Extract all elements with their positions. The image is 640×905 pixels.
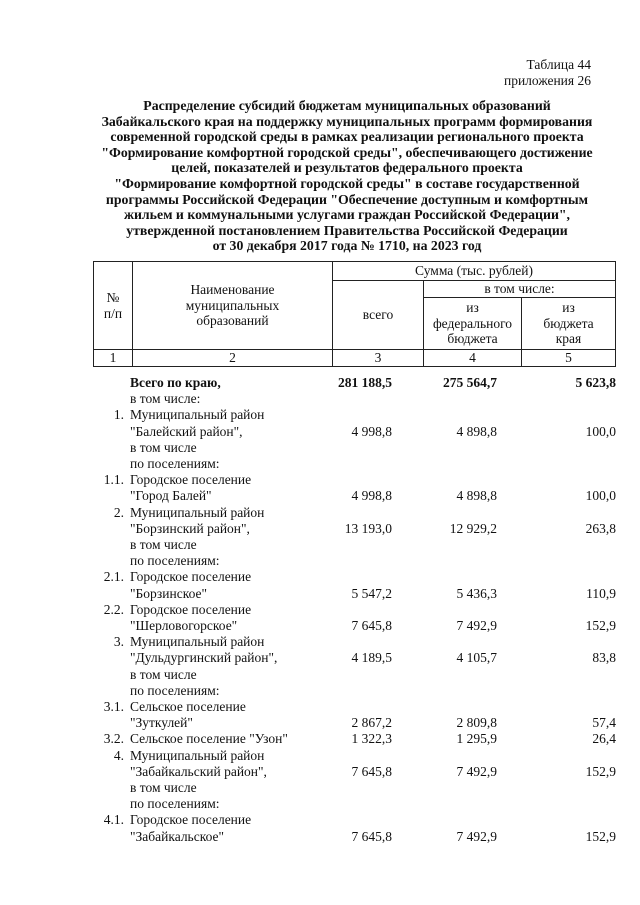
header-including: в том числе:: [424, 281, 616, 298]
table-row: [0, 505, 640, 521]
row-region: 100,0: [585, 423, 616, 439]
table-row: [0, 391, 640, 407]
appendix-reference: приложения 26: [503, 73, 591, 88]
row-total: 4 189,5: [351, 650, 392, 666]
row-name: "Город Балей": [130, 488, 212, 504]
table-row: [0, 472, 640, 488]
table-row: [0, 537, 640, 553]
table-row: [0, 440, 640, 456]
table-row: [0, 748, 640, 764]
table-row: [0, 796, 640, 812]
table-row: [0, 667, 640, 683]
column-number: 4: [424, 350, 522, 367]
column-number: 3: [333, 350, 424, 367]
row-name: Муниципальный район: [130, 407, 265, 423]
row-name: Муниципальный район: [130, 504, 265, 520]
row-name: "Шерловогорское": [130, 618, 238, 633]
row-region: 152,9: [585, 828, 616, 844]
title-line: жильем и коммунальными услугами граждан Российской Федерации",: [123, 207, 571, 223]
table-row: [0, 456, 640, 472]
row-total: 7 645,8: [351, 763, 392, 779]
row-number: 3.1.: [103, 699, 124, 714]
row-name: "Борзинское": [130, 585, 207, 601]
table-row: [0, 375, 640, 391]
header-total: всего: [333, 281, 424, 350]
row-total: 2 867,2: [351, 715, 392, 731]
column-number: 1: [94, 350, 133, 367]
row-number: 4.: [113, 747, 124, 763]
table-row: [0, 699, 640, 715]
row-name: Всего по краю,: [130, 375, 221, 390]
row-number: 4.1.: [103, 812, 124, 828]
title-line: утвержденной постановлением Правительства Российской Федерации: [126, 222, 568, 238]
row-number: 3.2.: [103, 731, 124, 747]
column-number: 2: [133, 350, 333, 367]
title-line: целей, показателей и результатов федерального проекта: [171, 160, 523, 176]
table-row: [0, 521, 640, 537]
row-federal: 1 295,9: [456, 731, 497, 747]
title-line: "Формирование комфортной городской среды", обеспечивающего достижение: [101, 144, 593, 160]
row-total: 4 998,8: [351, 488, 392, 504]
table-header: [93, 261, 616, 367]
row-region: 5 623,8: [575, 375, 616, 390]
row-total: 7 645,8: [351, 618, 392, 633]
row-name: Муниципальный район: [130, 634, 265, 650]
header-region: из бюджета края: [522, 298, 616, 350]
table-row: [0, 618, 640, 634]
row-total: 13 193,0: [344, 520, 392, 536]
table-row: [0, 650, 640, 666]
table-row: [0, 488, 640, 504]
row-name: Городское поселение: [130, 812, 252, 828]
row-name: "Забайкальский район",: [130, 763, 267, 779]
table-row: [0, 683, 640, 699]
row-federal: 7 492,9: [456, 828, 497, 844]
row-name: "Забайкальское": [130, 828, 224, 844]
row-federal: 4 105,7: [456, 650, 497, 666]
table-row: [0, 715, 640, 731]
row-name: "Балейский район",: [130, 423, 243, 439]
table-row: [0, 569, 640, 585]
row-number: 2.2.: [103, 601, 124, 617]
header-federal: из федерального бюджета: [424, 298, 522, 350]
row-number: 1.1.: [103, 472, 124, 488]
row-name: по поселениям:: [130, 456, 220, 471]
row-federal: 5 436,3: [456, 585, 497, 601]
header-num: № п/п: [94, 262, 133, 350]
title-line: современной городской среды в рамках реализации регионального проекта: [110, 129, 584, 145]
table-row: [0, 586, 640, 602]
row-federal: 275 564,7: [443, 375, 497, 390]
row-name: в том числе: [130, 780, 197, 795]
row-region: 152,9: [585, 618, 616, 633]
title-line: Распределение субсидий бюджетам муниципальных образований: [143, 98, 551, 113]
title-line: Забайкальского края на поддержку муниципальных программ формирования: [101, 113, 593, 129]
row-federal: 2 809,8: [456, 715, 497, 731]
row-name: Сельское поселение: [130, 699, 246, 714]
title-line: программы Российской Федерации "Обеспечение доступным и комфортным: [105, 191, 589, 207]
row-name: "Борзинский район",: [130, 520, 250, 536]
table-row: [0, 764, 640, 780]
table-row: [0, 553, 640, 569]
row-total: 5 547,2: [351, 585, 392, 601]
row-name: в том числе: [130, 666, 197, 682]
table-row: [0, 731, 640, 747]
table-row: [0, 634, 640, 650]
row-name: по поселениям:: [130, 796, 220, 812]
row-federal: 12 929,2: [449, 520, 497, 536]
row-region: 100,0: [585, 488, 616, 504]
title-line: от 30 декабря 2017 года № 1710, на 2023 год: [212, 238, 482, 254]
row-number: 3.: [113, 634, 124, 650]
table-row: [0, 407, 640, 423]
row-name: Муниципальный район: [130, 747, 265, 763]
row-federal: 4 898,8: [456, 488, 497, 504]
table-row: [0, 780, 640, 796]
header-name: Наименование муниципальных образований: [133, 262, 333, 350]
row-name: Городское поселение: [130, 472, 252, 488]
header-sum: Сумма (тыс. рублей): [333, 262, 616, 281]
row-region: 26,4: [592, 731, 616, 747]
table-row: [0, 812, 640, 828]
row-total: 1 322,3: [351, 731, 392, 747]
row-name: в том числе: [130, 537, 197, 552]
document-title: [80, 98, 614, 254]
row-name: "Дульдургинский район",: [130, 650, 278, 666]
row-name: Городское поселение: [130, 569, 252, 585]
row-total: 281 188,5: [338, 375, 392, 390]
row-name: в том числе:: [130, 391, 201, 407]
row-name: по поселениям:: [130, 553, 220, 569]
table-reference: Таблица 44: [526, 57, 591, 72]
table-row: [0, 602, 640, 618]
row-federal: 7 492,9: [456, 763, 497, 779]
row-region: 110,9: [586, 585, 616, 601]
row-name: Городское поселение: [130, 601, 252, 617]
row-name: по поселениям:: [130, 682, 220, 698]
row-total: 7 645,8: [351, 828, 392, 844]
row-region: 83,8: [592, 650, 616, 666]
row-number: 2.: [113, 504, 124, 520]
row-number: 1.: [113, 407, 124, 423]
table-row: [0, 424, 640, 440]
column-number: 5: [522, 350, 616, 367]
row-name: в том числе: [130, 439, 197, 455]
row-name: Сельское поселение "Узон": [130, 731, 288, 747]
row-region: 57,4: [592, 715, 616, 731]
row-number: 2.1.: [103, 569, 124, 585]
row-region: 263,8: [585, 520, 616, 536]
row-total: 4 998,8: [351, 423, 392, 439]
row-federal: 7 492,9: [456, 618, 497, 633]
row-name: "Зуткулей": [130, 715, 193, 731]
table-row: [0, 829, 640, 845]
row-federal: 4 898,8: [456, 423, 497, 439]
title-line: "Формирование комфортной городской среды" в составе государственной: [114, 175, 580, 191]
row-region: 152,9: [585, 763, 616, 779]
